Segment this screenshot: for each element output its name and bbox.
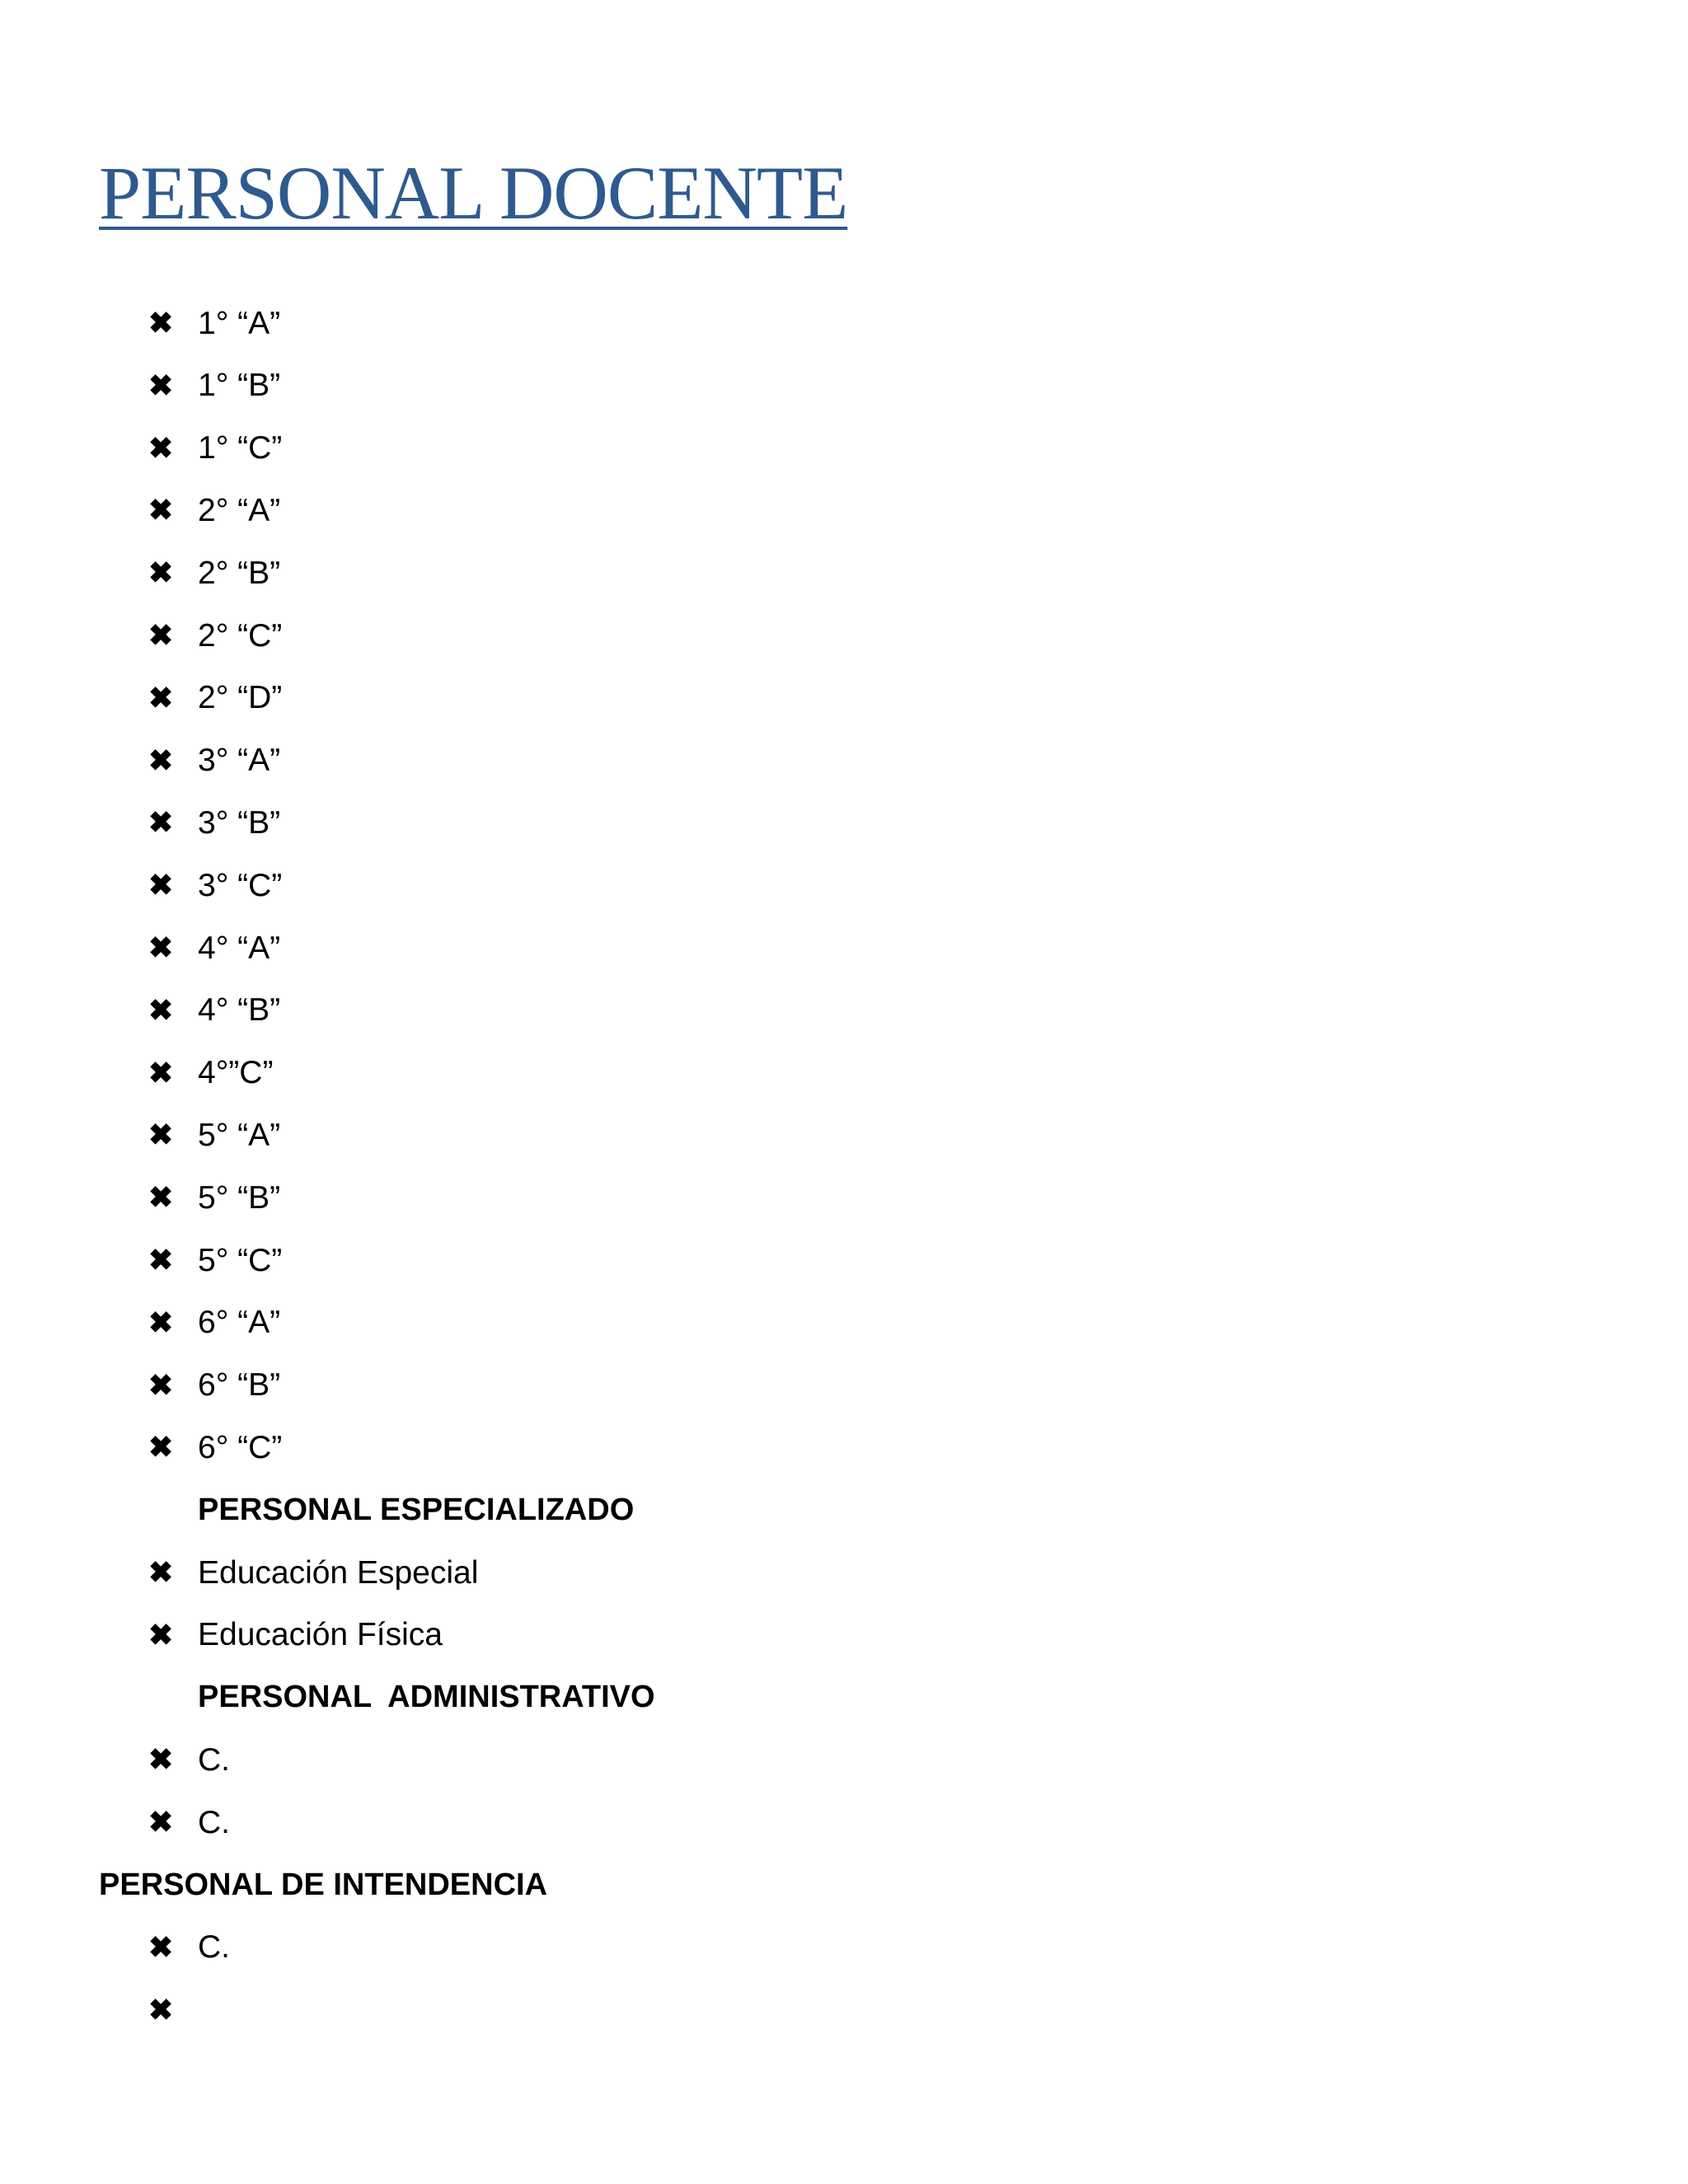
list-item-text: 2° “B” bbox=[198, 555, 281, 591]
list-item-text: C. bbox=[198, 1804, 230, 1840]
list-item bbox=[148, 485, 280, 535]
x-bullet-icon: ✖ bbox=[148, 1929, 174, 1964]
x-bullet-icon: ✖ bbox=[148, 430, 174, 465]
list-item-text: 2° “A” bbox=[198, 492, 281, 528]
x-bullet-icon: ✖ bbox=[148, 930, 174, 964]
x-bullet-icon: ✖ bbox=[148, 1742, 174, 1777]
list-item bbox=[148, 673, 282, 723]
list-item-text: 6° “B” bbox=[198, 1367, 281, 1404]
list-item bbox=[148, 1985, 198, 2035]
list-item-text: 2° “C” bbox=[198, 617, 283, 654]
list-item bbox=[148, 1298, 280, 1347]
x-bullet-icon: ✖ bbox=[148, 493, 174, 527]
list-item bbox=[148, 1173, 280, 1222]
list-item-text: 3° “A” bbox=[198, 743, 281, 779]
x-bullet-icon: ✖ bbox=[148, 1055, 174, 1090]
list-item-text: 4° “A” bbox=[198, 930, 281, 966]
list-item-text: 6° “C” bbox=[198, 1429, 283, 1465]
list-item bbox=[148, 986, 280, 1035]
list-item bbox=[148, 361, 280, 410]
list-item bbox=[148, 1797, 230, 1847]
list-item-text: 3° “C” bbox=[198, 867, 283, 903]
x-bullet-icon: ✖ bbox=[148, 868, 174, 902]
x-bullet-icon: ✖ bbox=[148, 306, 174, 340]
list-item-text: 4°”C” bbox=[198, 1055, 274, 1091]
x-bullet-icon: ✖ bbox=[148, 743, 174, 777]
list-item bbox=[148, 798, 280, 847]
list-item-text: 3° “B” bbox=[198, 804, 281, 841]
section-heading-especializado: PERSONAL ESPECIALIZADO bbox=[198, 1492, 635, 1527]
list-item-text: Educación Física bbox=[198, 1617, 443, 1653]
list-item bbox=[148, 1235, 282, 1285]
list-item-text: Educación Especial bbox=[198, 1554, 479, 1591]
x-bullet-icon: ✖ bbox=[148, 1430, 174, 1465]
section-heading-administrativo: PERSONAL ADMINISTRATIVO bbox=[198, 1680, 655, 1715]
list-item bbox=[148, 1110, 280, 1160]
x-bullet-icon: ✖ bbox=[148, 680, 174, 715]
x-bullet-icon: ✖ bbox=[148, 1367, 174, 1402]
x-bullet-icon: ✖ bbox=[148, 1555, 174, 1589]
x-bullet-icon: ✖ bbox=[148, 618, 174, 652]
list-item bbox=[148, 298, 280, 348]
list-item bbox=[148, 860, 282, 910]
list-item bbox=[148, 424, 282, 473]
x-bullet-icon: ✖ bbox=[148, 1992, 174, 2027]
x-bullet-icon: ✖ bbox=[148, 1617, 174, 1652]
list-item-text: 6° “A” bbox=[198, 1305, 281, 1341]
x-bullet-icon: ✖ bbox=[148, 1243, 174, 1277]
list-item bbox=[148, 1923, 230, 1972]
x-bullet-icon: ✖ bbox=[148, 1805, 174, 1840]
x-bullet-icon: ✖ bbox=[148, 1305, 174, 1339]
x-bullet-icon: ✖ bbox=[148, 1118, 174, 1152]
list-item-text: 1° “B” bbox=[198, 368, 281, 404]
list-item-text: 5° “B” bbox=[198, 1179, 281, 1216]
list-item-text: C. bbox=[198, 1741, 230, 1778]
list-item bbox=[148, 923, 280, 972]
list-item-text: 5° “A” bbox=[198, 1117, 281, 1153]
list-item-text: 1° “C” bbox=[198, 430, 283, 466]
list-item bbox=[148, 1422, 282, 1472]
list-item-text: 1° “A” bbox=[198, 305, 281, 341]
section-heading-intendencia: PERSONAL DE INTENDENCIA bbox=[99, 1867, 548, 1902]
x-bullet-icon: ✖ bbox=[148, 805, 174, 840]
list-item-text: C. bbox=[198, 1929, 230, 1966]
page-title: PERSONAL DOCENTE bbox=[99, 151, 848, 235]
list-item-text: 5° “C” bbox=[198, 1242, 283, 1278]
list-item bbox=[148, 1361, 280, 1410]
list-item-text: 4° “B” bbox=[198, 992, 281, 1029]
x-bullet-icon: ✖ bbox=[148, 992, 174, 1027]
list-item bbox=[148, 1048, 273, 1098]
x-bullet-icon: ✖ bbox=[148, 368, 174, 402]
list-item bbox=[148, 736, 280, 785]
list-item bbox=[148, 1548, 478, 1597]
list-item bbox=[148, 548, 280, 598]
list-item bbox=[148, 1735, 230, 1784]
list-item bbox=[148, 1610, 443, 1660]
list-item bbox=[148, 611, 282, 660]
x-bullet-icon: ✖ bbox=[148, 555, 174, 590]
x-bullet-icon: ✖ bbox=[148, 1180, 174, 1215]
list-item-text: 2° “D” bbox=[198, 680, 283, 716]
